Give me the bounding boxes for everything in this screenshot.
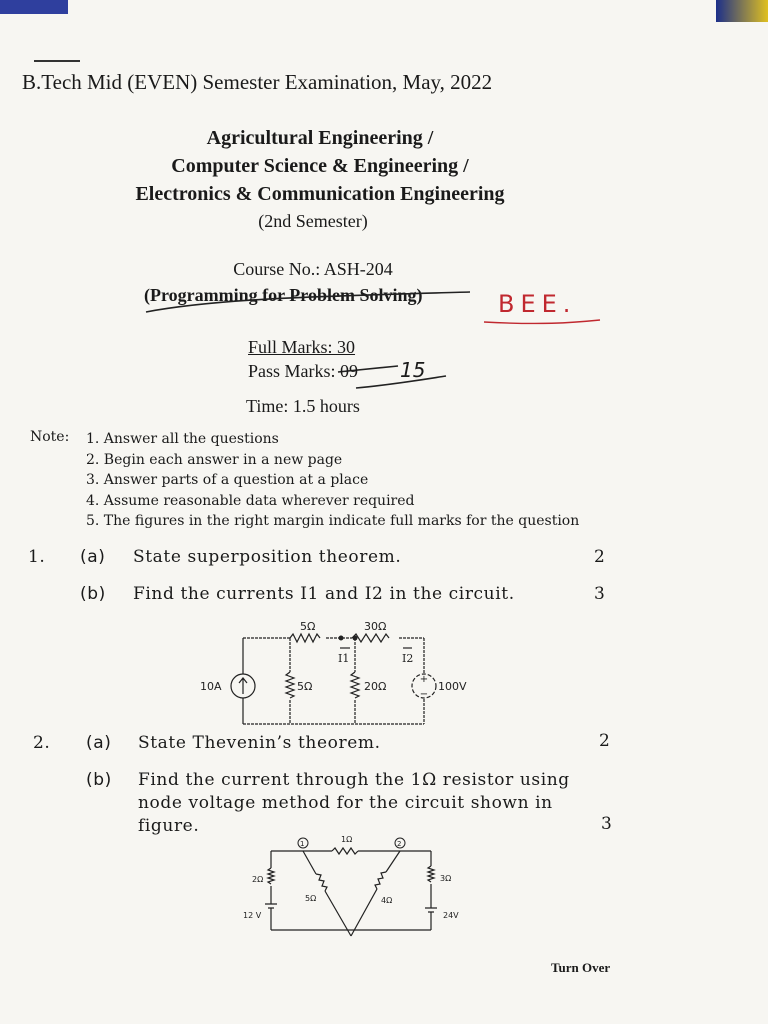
note-item: 1. Answer all the questions — [86, 431, 279, 447]
q2a-text: State Thevenin’s theorem. — [138, 733, 381, 753]
c2-r-diag1: 5Ω — [305, 894, 317, 903]
department-3: Electronics & Communication Engineering — [135, 183, 505, 205]
c1-i1: I1 — [338, 652, 350, 665]
note-item: 3. Answer parts of a question at a place — [86, 472, 369, 488]
exam-time: Time: 1.5 hours — [246, 396, 360, 416]
q2b-line-2: node voltage method for the circuit shown in — [138, 793, 553, 813]
q1a-marks: 2 — [594, 547, 605, 567]
full-marks: Full Marks: 30 — [248, 337, 356, 357]
c1-i2: I2 — [402, 652, 414, 665]
c2-node1-num: 1 — [300, 840, 305, 848]
c2-v-right: 24V — [443, 911, 459, 920]
c2-r-diag2: 4Ω — [381, 896, 393, 905]
q1a-label: (a) — [80, 547, 106, 567]
q2-number: 2. — [33, 733, 51, 753]
note-item: 5. The figures in the right margin indicate full marks for the question — [86, 513, 580, 529]
handwritten-bee: BEE. — [498, 290, 577, 318]
q1-number: 1. — [28, 547, 46, 567]
q2b-marks: 3 — [601, 814, 612, 834]
q1b-label: (b) — [80, 584, 106, 604]
c1-r-top-right: 30Ω — [364, 620, 387, 633]
c2-r-left: 2Ω — [252, 875, 264, 884]
pass-marks-handwritten: 15 — [400, 358, 426, 382]
semester: (2nd Semester) — [258, 211, 368, 231]
q2a-marks: 2 — [599, 731, 610, 751]
department-2: Computer Science & Engineering / — [171, 155, 469, 177]
turn-over: Turn Over — [551, 960, 611, 975]
q2b-line-3: figure. — [138, 816, 200, 836]
note-label: Note: — [30, 429, 70, 445]
q1a-text: State superposition theorem. — [133, 547, 402, 567]
q1b-marks: 3 — [594, 584, 605, 604]
q2b-label: (b) — [86, 770, 112, 790]
c2-r-right: 3Ω — [440, 874, 452, 883]
course-name: (Programming for Problem Solving) — [144, 285, 423, 305]
svg-text:−: − — [419, 689, 429, 700]
c1-r-shunt2: 20Ω — [364, 680, 387, 693]
c2-r-top: 1Ω — [341, 835, 353, 844]
course-number: Course No.: ASH-204 — [233, 259, 393, 279]
c1-source-current: 10A — [200, 680, 222, 693]
c1-source-voltage: 100V — [438, 680, 467, 693]
q2b-line-1: Find the current through the 1Ω resistor using — [138, 770, 570, 790]
department-1: Agricultural Engineering / — [206, 127, 434, 149]
c1-r-shunt1: 5Ω — [297, 680, 313, 693]
pass-marks-struck: 09 — [340, 361, 358, 381]
c1-r-top-left: 5Ω — [300, 620, 316, 633]
svg-text:+: + — [419, 674, 429, 685]
c2-v-left: 12 V — [243, 911, 262, 920]
note-item: 4. Assume reasonable data wherever required — [86, 492, 415, 509]
pass-marks-label: Pass Marks: — [248, 361, 336, 381]
c2-node2-num: 2 — [397, 840, 402, 848]
q2a-label: (a) — [86, 733, 112, 753]
exam-title: B.Tech Mid (EVEN) Semester Examination, May, 2022 — [22, 70, 493, 94]
note-item: 2. Begin each answer in a new page — [86, 451, 343, 468]
q1b-text: Find the currents I1 and I2 in the circuit. — [133, 584, 515, 604]
